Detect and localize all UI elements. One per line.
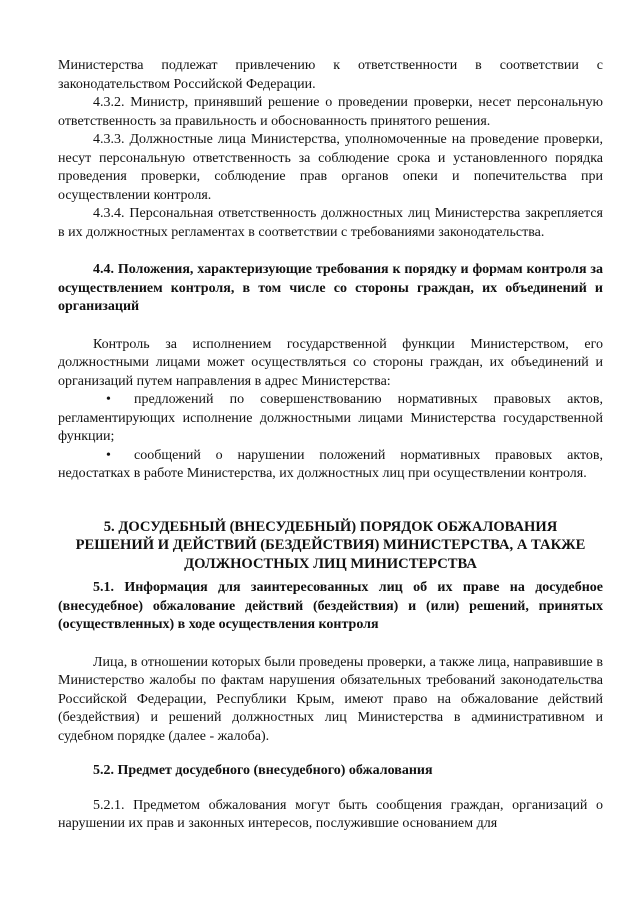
spacer (58, 635, 603, 654)
bullet-item-reports (58, 447, 603, 484)
bullet-text: предложений по совершенствованию нормативных правовых актов, регламентирующих исполнение должностными лицами Министерства государственной функции; (58, 392, 603, 444)
section-5-title (58, 518, 603, 574)
bullet-item-proposals (58, 391, 603, 447)
section-5-title-line: РЕШЕНИЙ И ДЕЙСТВИЙ (БЕЗДЕЙСТВИЯ) МИНИСТЕРСТВА, А ТАКЖЕ (75, 537, 586, 553)
heading-5-1: 5.1. Информация для заинтересованных лиц об их праве на досудебное (внесудебное) обжалование действий (бездействия) и (или) решений, принятых (осуществленных) в ходе осуществления контроля (58, 580, 603, 632)
paragraph-ministry-liability: Министерства подлежат привлечению к ответственности в соответствии с законодательством Российской Федерации. (58, 58, 603, 92)
heading-4-4: 4.4. Положения, характеризующие требования к порядку и формам контроля за осуществлением контроля, в том числе со стороны граждан, их объединений и организаций (58, 262, 603, 314)
spacer (58, 317, 603, 336)
spacer (58, 242, 603, 261)
section-5-title-line: 5. ДОСУДЕБНЫЙ (ВНЕСУДЕБНЫЙ) ПОРЯДОК ОБЖАЛОВАНИЯ (103, 518, 558, 535)
bullet-icon: • (106, 447, 111, 463)
paragraph-4-3-3: 4.3.3. Должностные лица Министерства, уполномоченные на проведение проверки, несут персональную ответственность за соблюдение срока и установленного порядка проведения проверки, соблюдение прав органов опеки и попечительства при осуществлении контроля. (58, 132, 603, 203)
spacer (58, 746, 603, 762)
bullet-icon: • (106, 392, 111, 407)
paragraph-persons: Лица, в отношении которых были проведены проверки, а также лица, направившие в Министерство жалобы по фактам нарушения обязательных требований законодательства Российской Федерации, Республики Крым, имеют право на обжалование действий (бездействия) и решений должностных лиц Министерства в административном и судебном порядке (далее - жалоба). (58, 654, 603, 744)
paragraph-5-2-1: 5.2.1. Предметом обжалования могут быть сообщения граждан, организаций о нарушении их прав и законных интересов, послужившие основанием для (58, 797, 603, 831)
paragraph-4-3-4: 4.3.4. Персональная ответственность должностных лиц Министерства закрепляется в их должностных регламентах в соответствии с требованиями законодательства. (58, 206, 603, 240)
heading-5-2: 5.2. Предмет досудебного (внесудебного) обжалования (93, 763, 433, 778)
document-body (58, 57, 603, 834)
section-5-title-line: ДОЛЖНОСТНЫХ ЛИЦ МИНИСТЕРСТВА (184, 555, 477, 572)
paragraph-control: Контроль за исполнением государственной функции Министерством, его должностными лицами может осуществляться со стороны граждан, их объединений и организаций путем направления в адрес Министерства: (58, 336, 603, 389)
spacer (58, 781, 603, 797)
spacer (58, 484, 603, 518)
paragraph-4-3-2: 4.3.2. Министр, принявший решение о проведении проверки, несет персональную ответственность за правильность и обоснованность принятого решения. (58, 95, 603, 129)
bullet-text: сообщений о нарушении положений нормативных правовых актов, недостатках в работе Министерства, их должностных лиц при осуществлении контроля. (58, 447, 603, 481)
